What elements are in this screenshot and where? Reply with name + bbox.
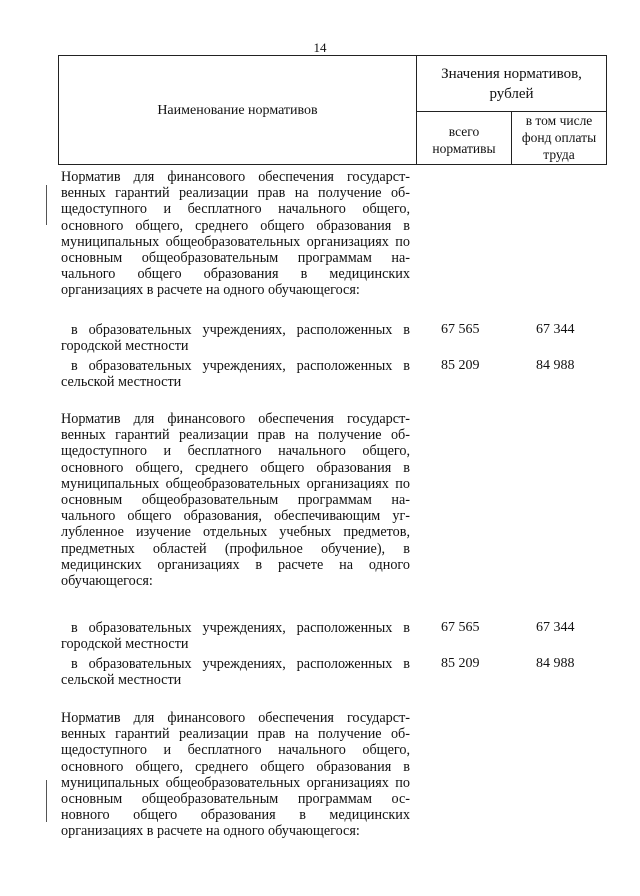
header-wage-line: в том числе xyxy=(525,113,593,128)
row-label: в образовательных учреждениях, расположенных в сельской местности xyxy=(61,656,410,689)
header-values-column xyxy=(417,64,606,104)
row-wage-value: 67 344 xyxy=(536,322,575,337)
row-label: в образовательных учреждениях, расположенных в городской местности xyxy=(61,322,410,355)
section-title: Норматив для финансового обеспечения государст-венных гарантий реализации прав на получение об-щедоступного и бесплатного начального общего, основного общего, среднего общего образования в муниципальных общеобразовательных организациях по основным общеобразовательным программам ос-новного общего образования в медицинских организациях в расчете на одного обучающегося: xyxy=(61,710,410,840)
header-total-line: всего xyxy=(448,124,480,139)
row-total-value: 67 565 xyxy=(441,620,480,635)
header-total-line: нормативы xyxy=(432,141,496,156)
row-wage-value: 84 988 xyxy=(536,358,575,373)
table-header xyxy=(58,55,607,165)
header-values-line: рублей xyxy=(489,86,534,102)
section-title: Норматив для финансового обеспечения государст-венных гарантий реализации прав на получение об-щедоступного и бесплатного начального общего, основного общего, среднего общего образования в муниципальных общеобразовательных организациях по основным общеобразовательным программам на-чального общего образования, обеспечивающим уг-лубленное изучение отдельных учебных предметов, предметных областей (профильное обучение), в медицинских организациях в расчете на одного обучающегося: xyxy=(61,411,410,590)
header-values-line: Значения нормативов, xyxy=(441,66,582,82)
margin-mark xyxy=(46,185,47,225)
margin-mark xyxy=(46,780,47,822)
row-label: в образовательных учреждениях, расположенных в сельской местности xyxy=(61,358,410,391)
header-wage-column xyxy=(512,112,606,163)
row-label: в образовательных учреждениях, расположенных в городской местности xyxy=(61,620,410,653)
row-total-value: 85 209 xyxy=(441,656,480,671)
header-total-column xyxy=(417,123,511,157)
page-number: 14 xyxy=(313,40,327,55)
header-name-column: Наименование нормативов xyxy=(157,103,318,118)
section-title: Норматив для финансового обеспечения государст-венных гарантий реализации прав на получение об-щедоступного и бесплатного начального общего, основного общего, среднего общего образования в муниципальных общеобразовательных организациях по основным общеобразовательным программам на-чального общего образования в медицинских организациях в расчете на одного обучающегося: xyxy=(61,169,410,299)
row-wage-value: 67 344 xyxy=(536,620,575,635)
header-wage-line: фонд оплаты xyxy=(521,130,597,145)
row-total-value: 85 209 xyxy=(441,358,480,373)
row-wage-value: 84 988 xyxy=(536,656,575,671)
row-total-value: 67 565 xyxy=(441,322,480,337)
header-wage-line: труда xyxy=(543,147,575,162)
